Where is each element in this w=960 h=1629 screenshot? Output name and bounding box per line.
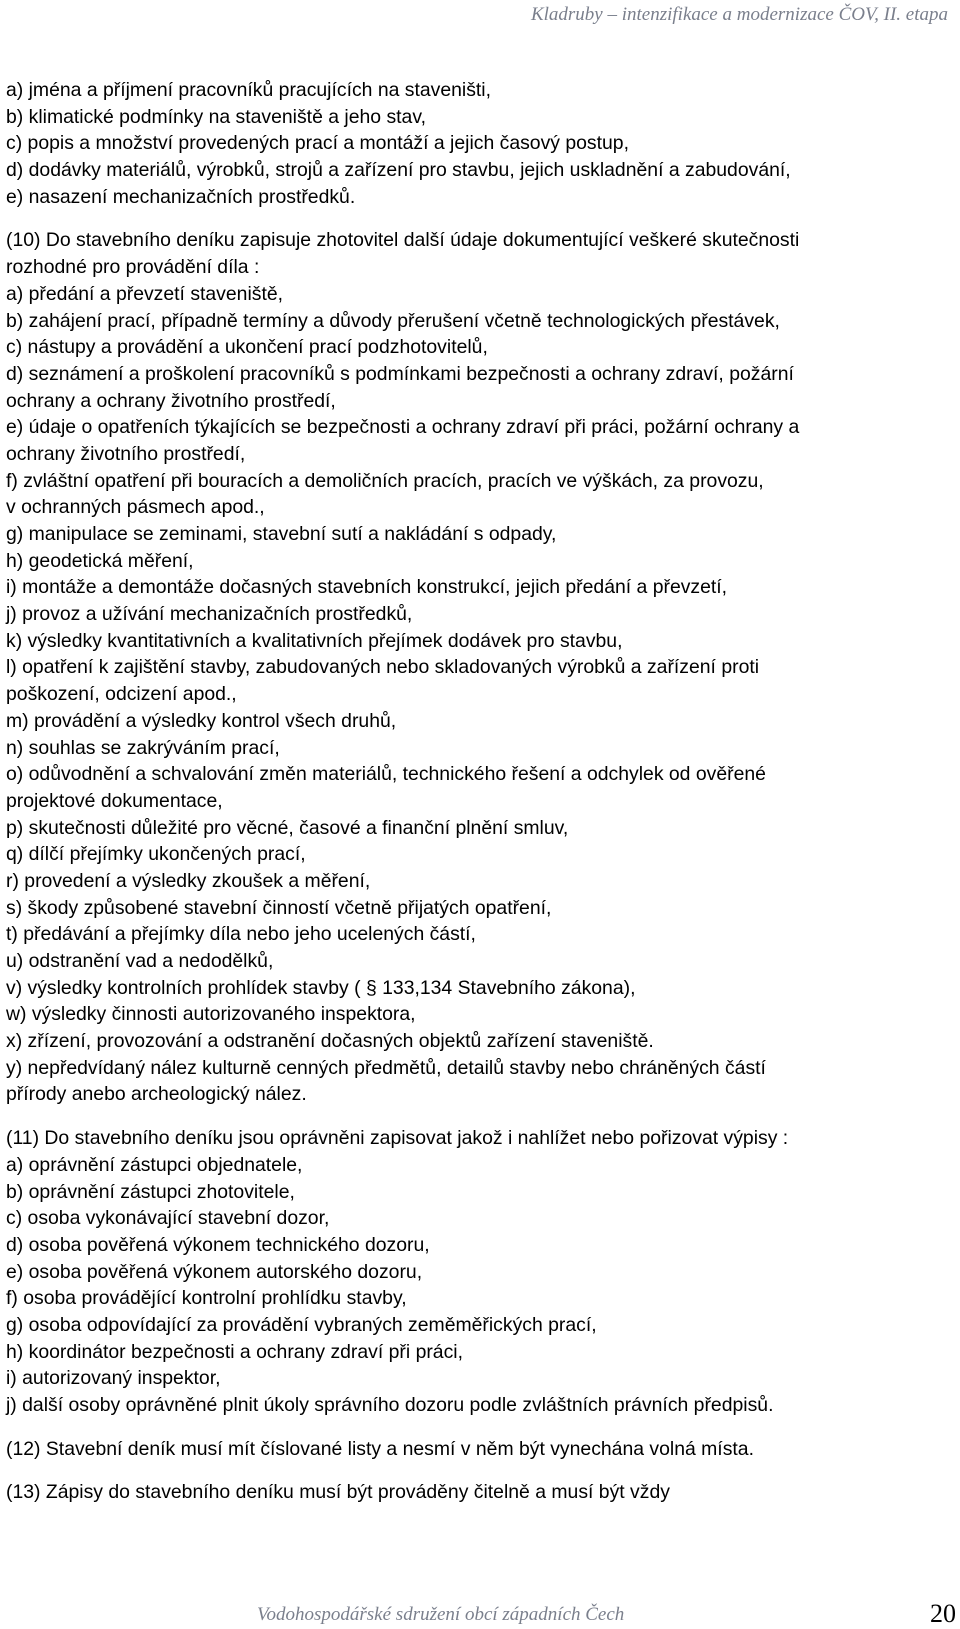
text-line: l) opatření k zajištění stavby, zabudovaných nebo skladovaných výrobků a zařízení proti — [6, 656, 760, 679]
text-line: b) klimatické podmínky na staveniště a jeho stav, — [6, 105, 426, 128]
text-line: v ochranných pásmech apod., — [6, 496, 265, 519]
text-line: t) předávání a přejímky díla nebo jeho ucelených částí, — [6, 923, 476, 946]
paragraph-gap — [6, 210, 954, 227]
text-line: (13) Zápisy do stavebního deníku musí být prováděny čitelně a musí být vždy — [6, 1481, 670, 1504]
text-line: e) nasazení mechanizačních prostředků. — [6, 185, 356, 208]
text-line: a) předání a převzetí staveniště, — [6, 282, 284, 305]
text-line: j) provoz a užívání mechanizačních prostředků, — [6, 603, 413, 626]
text-line: b) oprávnění zástupci zhotovitele, — [6, 1180, 295, 1203]
text-line: j) další osoby oprávněné plnit úkoly správního dozoru podle zvláštních právních předpisů. — [6, 1394, 774, 1416]
text-line: h) koordinátor bezpečnosti a ochrany zdraví při práci, — [6, 1340, 463, 1363]
text-line: v) výsledky kontrolních prohlídek stavby ( § 133,134 Stavebního zákona), — [6, 976, 636, 999]
text-line: g) manipulace se zeminami, stavební sutí a nakládání s odpady, — [6, 523, 557, 545]
text-line: ochrany a ochrany životního prostředí, — [6, 389, 336, 412]
text-line: ochrany životního prostředí, — [6, 442, 246, 465]
text-line: y) nepředvídaný nález kulturně cenných předmětů, detailů stavby nebo chráněných částí — [6, 1056, 766, 1079]
section-12 — [6, 1436, 954, 1463]
paragraph-gap — [6, 1462, 954, 1479]
text-line: e) osoba pověřená výkonem autorského dozoru, — [6, 1260, 423, 1283]
text-line: d) dodávky materiálů, výrobků, strojů a zařízení pro stavbu, jejich uskladnění a zabudování, — [6, 159, 791, 182]
text-line: h) geodetická měření, — [6, 549, 194, 572]
text-line: i) montáže a demontáže dočasných stavebních konstrukcí, jejich předání a převzetí, — [6, 576, 728, 599]
text-line: a) oprávnění zástupci objednatele, — [6, 1153, 303, 1176]
text-line: o) odůvodnění a schvalování změn materiálů, technického řešení a odchylek od ověřené — [6, 763, 766, 786]
text-line: d) seznámení a proškolení pracovníků s podmínkami bezpečnosti a ochrany zdraví, požární — [6, 362, 794, 385]
text-line: (11) Do stavebního deníku jsou oprávněni zapisovat jakož i nahlížet nebo pořizovat výpisy : — [6, 1127, 789, 1150]
document-body — [6, 77, 954, 1506]
text-line: f) osoba provádějící kontrolní prohlídku stavby, — [6, 1287, 407, 1310]
page-number: 20 — [930, 1599, 956, 1628]
text-line: s) škody způsobené stavební činností včetně přijatých opatření, — [6, 896, 552, 919]
list-top — [6, 77, 954, 210]
text-line: w) výsledky činnosti autorizovaného inspektora, — [6, 1003, 416, 1026]
text-line: r) provedení a výsledky zkoušek a měření, — [6, 869, 371, 892]
text-line: f) zvláštní opatření při bouracích a demoličních pracích, pracích ve výškách, za provozu, — [6, 469, 764, 492]
text-line: projektové dokumentace, — [6, 789, 223, 812]
text-line: přírody anebo archeologický nález. — [6, 1083, 307, 1106]
text-line: (12) Stavební deník musí mít číslované listy a nesmí v něm být vynechána volná místa. — [6, 1437, 754, 1460]
text-line: c) popis a množství provedených prací a montáží a jejich časový postup, — [6, 132, 629, 155]
text-line: b) zahájení prací, případně termíny a důvody přerušení včetně technologických přestávek, — [6, 309, 780, 332]
section-11 — [6, 1125, 954, 1419]
text-line: (10) Do stavebního deníku zapisuje zhotovitel další údaje dokumentující veškeré skutečnosti — [6, 229, 800, 252]
text-line: a) jména a příjmení pracovníků pracujících na staveništi, — [6, 79, 491, 101]
text-line: n) souhlas se zakrýváním prací, — [6, 736, 280, 759]
paragraph-gap — [6, 1419, 954, 1436]
page-header: Kladruby – intenzifikace a modernizace ČOV, II. etapa — [530, 4, 948, 25]
text-line: c) nástupy a provádění a ukončení prací podzhotovitelů, — [6, 336, 488, 359]
text-line: u) odstranění vad a nedodělků, — [6, 950, 274, 972]
text-line: x) zřízení, provozování a odstranění dočasných objektů zařízení staveniště. — [6, 1030, 654, 1053]
text-line: k) výsledky kvantitativních a kvalitativních přejímek dodávek pro stavbu, — [6, 629, 623, 652]
page-footer: Vodohospodářské sdružení obcí západních Čech — [257, 1604, 625, 1625]
text-line: poškození, odcizení apod., — [6, 683, 237, 706]
section-13 — [6, 1479, 954, 1506]
paragraph-gap — [6, 1108, 954, 1125]
text-line: rozhodné pro provádění díla : — [6, 256, 260, 279]
text-line: q) dílčí přejímky ukončených prací, — [6, 843, 306, 866]
text-line: g) osoba odpovídající za provádění vybraných zeměměřických prací, — [6, 1313, 597, 1336]
text-line: m) provádění a výsledky kontrol všech druhů, — [6, 709, 397, 732]
text-line: c) osoba vykonávající stavební dozor, — [6, 1207, 330, 1230]
text-line: p) skutečnosti důležité pro věcné, časové a finanční plnění smluv, — [6, 816, 569, 839]
text-line: d) osoba pověřená výkonem technického dozoru, — [6, 1233, 430, 1256]
text-line: e) údaje o opatřeních týkajících se bezpečnosti a ochrany zdraví při práci, požární ochrany a — [6, 416, 800, 439]
section-10 — [6, 227, 954, 1108]
text-line: i) autorizovaný inspektor, — [6, 1367, 221, 1390]
